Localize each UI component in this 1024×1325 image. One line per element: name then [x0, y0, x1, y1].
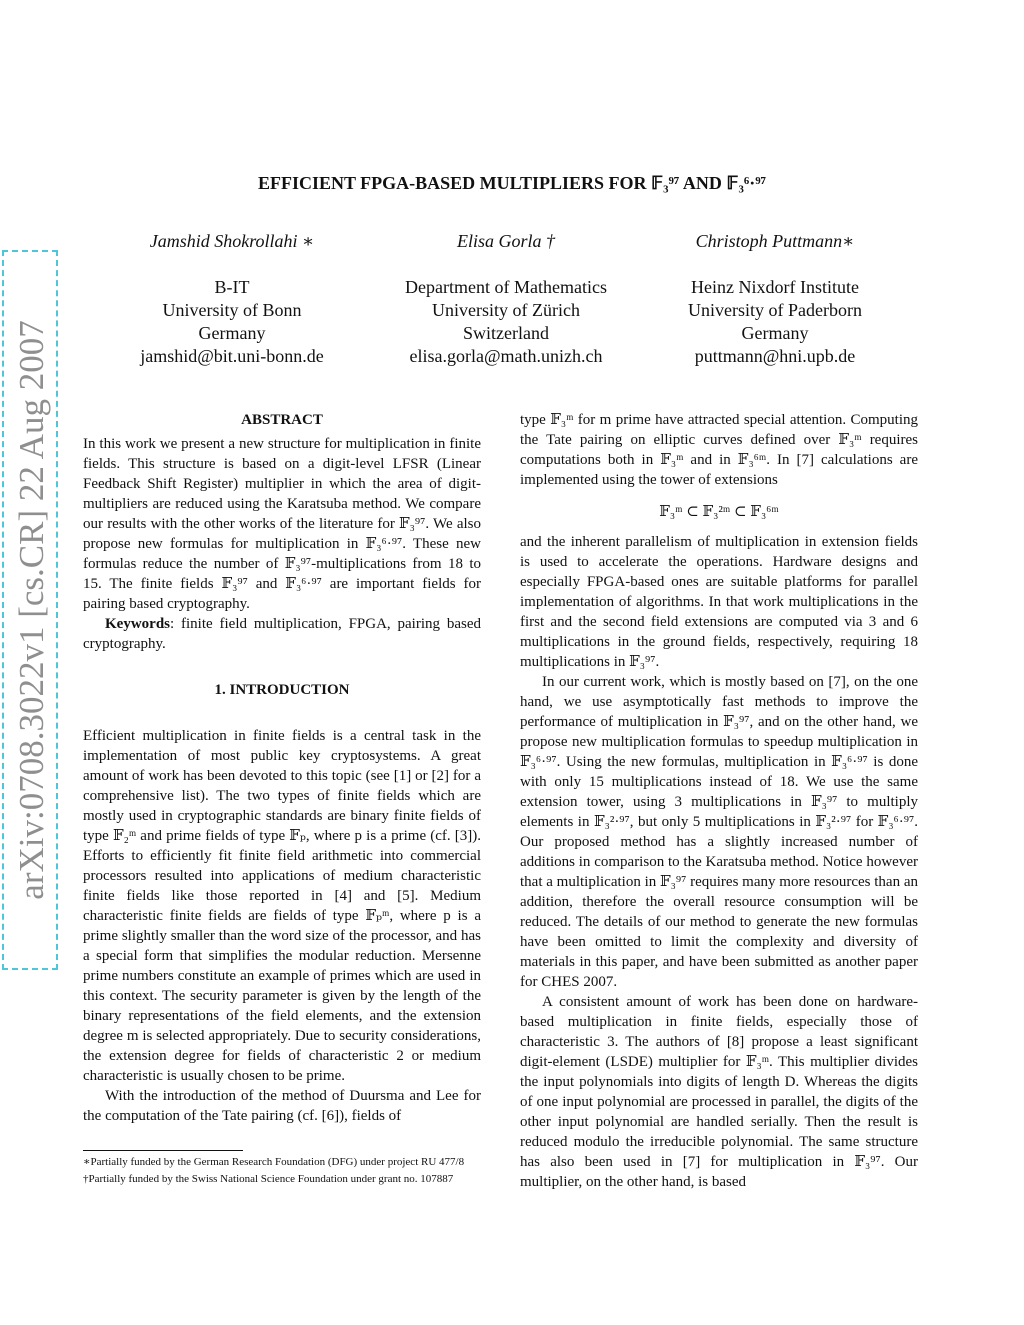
intro-paragraph-2-continued: type 𝔽₃ᵐ for m prime have attracted special attention. Computing the Tate pairing on elliptic curves defined over 𝔽₃ᵐ requires computations both in 𝔽₃ᵐ and in 𝔽₃⁶ᵐ. In [7] calculations are implemented using the tower of extensions	[520, 412, 918, 488]
author-university: University of Bonn	[162, 300, 302, 320]
tower-equation: 𝔽₃ᵐ ⊂ 𝔽₃²ᵐ ⊂ 𝔽₃⁶ᵐ	[659, 504, 779, 520]
author-country: Germany	[741, 323, 809, 343]
intro-paragraph-2: With the introduction of the method of Duursma and Lee for the computation of the Tate pairing (cf. [6]), fields of	[83, 1088, 481, 1124]
author-name: Jamshid Shokrollahi ∗	[149, 231, 315, 251]
abstract-heading: ABSTRACT	[241, 412, 323, 428]
footnote-2: †Partially funded by the Swiss National Science Foundation under grant no. 107887	[83, 1173, 454, 1185]
footnotes	[83, 1146, 481, 1187]
keywords-text: : finite field multiplication, FPGA, pairing based cryptography.	[83, 616, 481, 652]
author-university: University of Paderborn	[688, 300, 862, 320]
paper-title: EFFICIENT FPGA-BASED MULTIPLIERS FOR 𝔽₃⁹⁷ AND 𝔽₃⁶·⁹⁷	[257, 173, 767, 193]
left-column	[83, 410, 481, 1185]
right-column	[520, 410, 918, 1192]
abstract-text: In this work we present a new structure for multiplication in finite fields. This structure is based on a digit-level LFSR (Linear Feedback Shift Register) multiplier in which the area of digit-multipliers are reduced using the Karatsuba method. We compare our results with the other works of the literature for 𝔽₃⁹⁷. We also propose new formulas for multiplication in 𝔽₃⁶·⁹⁷. These new formulas reduce the number of 𝔽₃⁹⁷-multiplications from 18 to 15. The finite fields 𝔽₃⁹⁷ and 𝔽₃⁶·⁹⁷ are important fields for pairing based cryptography.	[83, 436, 481, 612]
author-university: University of Zürich	[432, 300, 580, 320]
section-heading: 1. INTRODUCTION	[214, 682, 350, 698]
keywords	[83, 614, 481, 654]
author-2	[356, 230, 656, 368]
author-affiliation: Heinz Nixdorf Institute	[691, 277, 859, 297]
footnote-1: ∗Partially funded by the German Research Foundation (DFG) under project RU 477/8	[83, 1156, 465, 1168]
intro-paragraph-3: and the inherent parallelism of multiplication in extension fields is used to accelerate the operations. Hardware designs and especially FPGA-based ones are suitable platforms for parallel implementation of algorithms. In that work multiplications in the first and the second field extensions are computed via 3 and 6 multiplications in the ground fields, respectively, requiring 18 multiplications in 𝔽₃⁹⁷.	[520, 534, 918, 670]
author-email: puttmann@hni.upb.de	[694, 346, 856, 366]
footnote-rule	[83, 1150, 243, 1151]
author-name: Elisa Gorla †	[456, 231, 555, 251]
author-3	[625, 230, 925, 368]
intro-paragraph-5: A consistent amount of work has been done on hardware-based multiplication in finite fields, especially those of characteristic 3. The authors of [8] propose a least significant digit-element (LSDE) multiplier for 𝔽₃ᵐ. This multiplier divides the input polynomials into digits of length D. Whereas the digits of one input polynomial are processed in parallel, the digits of the other input polynomial are handled serially. Then the result is reduced modulo the irreducible polynomial. The same structure has also been used in [7] for multiplication in 𝔽₃⁹⁷. Our multiplier, on the other hand, is based	[520, 994, 918, 1190]
arxiv-identifier: arXiv:0708.3022v1 [cs.CR] 22 Aug 2007	[2, 250, 58, 970]
author-name: Christoph Puttmann∗	[695, 231, 855, 251]
author-affiliation: B-IT	[214, 277, 250, 297]
keywords-label: Keywords	[105, 616, 170, 632]
author-affiliation: Department of Mathematics	[405, 277, 607, 297]
author-country: Germany	[198, 323, 266, 343]
intro-paragraph-1: Efficient multiplication in finite fields is a central task in the implementation of most public key cryptosystems. A great amount of work has been devoted to this topic (see [1] or [2] for a comprehensive list). The two types of finite fields which are mostly used in cryptographic standards are binary finite fields of type 𝔽₂ᵐ and prime fields of type 𝔽ₚ, where p is a prime (cf. [3]). Efforts to efficiently fit finite field arithmetic into commercial processors resulted into applications of medium characteristic finite fields like those reported in [4] and [5]. Medium characteristic finite fields are fields of type 𝔽ₚᵐ, where p is a prime slightly smaller than the word size of the processor, and has a special form that simplifies the modular reduction. Mersenne prime numbers constitute an example of primes which are used in this context. The security parameter is given by the length of the binary representations of the field elements, and the extension degree m is selected appropriately. Due to security considerations, the extension degree for fields of characteristic 2 or medium characteristic is usually chosen to be prime.	[83, 728, 481, 1084]
intro-paragraph-4: In our current work, which is mostly based on [7], on the one hand, we use asymptotically fast methods to improve the performance of multiplication in 𝔽₃⁹⁷, and on the other hand, we propose new multiplication formulas to speedup multiplication in 𝔽₃⁶·⁹⁷. Using the new formulas, multiplication in 𝔽₃⁶·⁹⁷ is done with only 15 multiplications instead of 18. We use the same extension tower, using 3 multiplications in 𝔽₃⁹⁷ to multiply elements in 𝔽₃²·⁹⁷, but only 5 multiplications in 𝔽₃²·⁹⁷ for 𝔽₃⁶·⁹⁷. Our proposed method has a slightly increased number of additions in comparison to the Karatsuba method. Notice however that a multiplication in 𝔽₃⁹⁷ requires many more resources than an addition, therefore the overall resource consumption will be reduced. The details of our method to generate the new formulas have been omitted to limit the complexity and diversity of materials in this paper, and have been submitted as another paper for CHES 2007.	[520, 674, 918, 990]
author-email: jamshid@bit.uni-bonn.de	[140, 346, 324, 366]
author-1	[82, 230, 382, 368]
author-email: elisa.gorla@math.unizh.ch	[409, 346, 603, 366]
author-country: Switzerland	[463, 323, 549, 343]
